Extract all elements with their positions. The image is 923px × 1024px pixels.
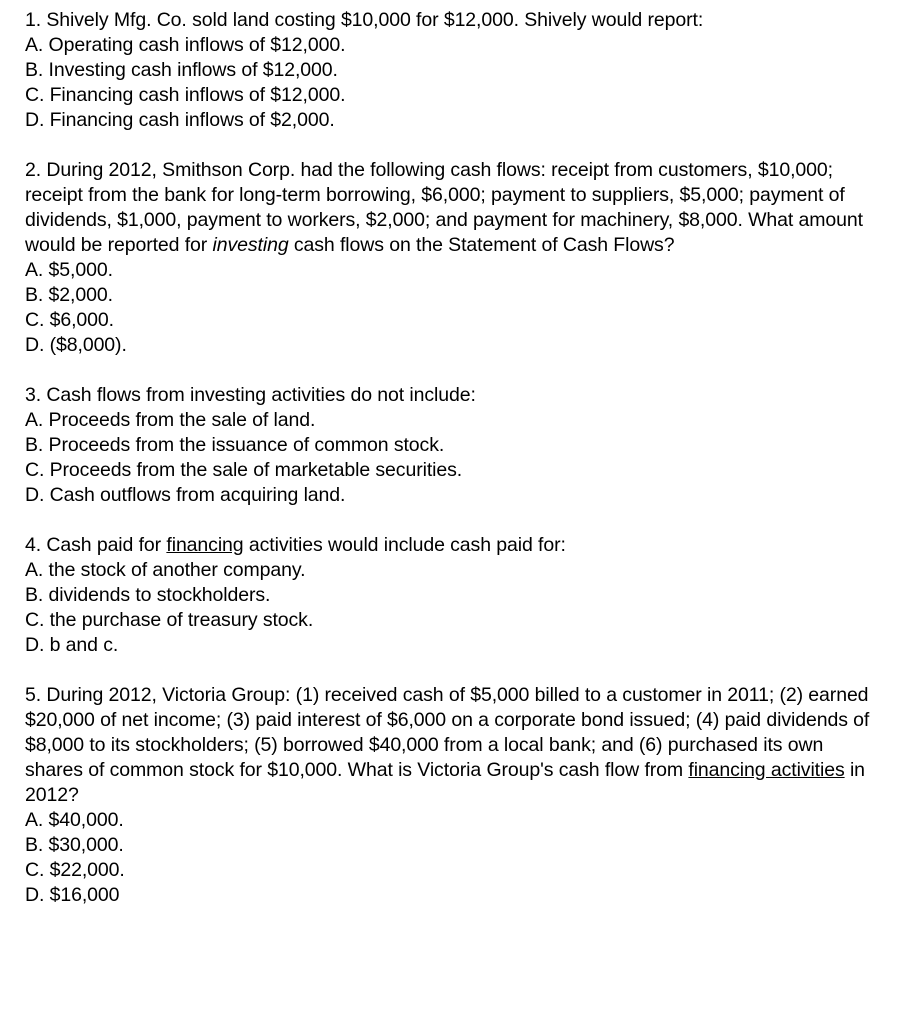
question-4-option-a: A. the stock of another company. [25, 559, 306, 581]
question-3-option-a: A. Proceeds from the sale of land. [25, 409, 316, 431]
question-2-option-c: C. $6,000. [25, 309, 114, 331]
question-4-option-b: B. dividends to stockholders. [25, 584, 271, 606]
question-1-option-d: D. Financing cash inflows of $2,000. [25, 109, 335, 131]
question-stem-5-text: 5. During 2012, Victoria Group: (1) received cash of $5,000 billed to a customer in 2011; (2) earned $20,000 of net income; (3) paid interest of $6,000 on a corporate bond issued; (4) paid dividends of $8,000 to its stockholders; (5) borrowed $40,000 from a local bank; and (6) purchased its own shares of common stock for $10,000. What is Victoria Group's cash flow from [25, 684, 870, 781]
question-stem-4 [25, 533, 875, 558]
question-1-option-a: A. Operating cash inflows of $12,000. [25, 34, 346, 56]
question-stem-2 [25, 158, 875, 258]
question-5-option-b: B. $30,000. [25, 834, 124, 856]
question-stem-2-suffix: cash flows on the Statement of Cash Flows? [288, 234, 675, 256]
question-stem-4-text: 4. Cash paid for [25, 534, 167, 556]
question-block-5 [25, 683, 895, 908]
question-2-option-b: B. $2,000. [25, 284, 113, 306]
question-1-option-b: B. Investing cash inflows of $12,000. [25, 59, 338, 81]
question-stem-3 [25, 383, 875, 408]
question-2-option-d: D. ($8,000). [25, 334, 127, 356]
question-3-option-c: C. Proceeds from the sale of marketable securities. [25, 459, 463, 481]
question-stem-1 [25, 8, 875, 33]
question-1-option-c: C. Financing cash inflows of $12,000. [25, 84, 346, 106]
question-stem-2-text: 2. During 2012, Smithson Corp. had the following cash flows: receipt from customers, $10,000; receipt from the bank for long-term borrowing, $6,000; payment to suppliers, $5,000; payment of dividends, $1,000, payment to workers, $2,000; and payment for machinery, $8,000. What amount would be reported for [25, 159, 863, 256]
question-4-option-c: C. the purchase of treasury stock. [25, 609, 314, 631]
question-3-option-d: D. Cash outflows from acquiring land. [25, 484, 346, 506]
question-block-1 [25, 8, 895, 133]
question-stem-5-suffix: in 2012? [25, 759, 865, 806]
question-4-option-d: D. b and c. [25, 634, 119, 656]
question-stem-5-emphasis: financing activities [688, 759, 845, 781]
question-stem-5 [25, 683, 875, 808]
question-stem-2-emphasis: investing [212, 234, 289, 256]
question-block-2 [25, 158, 895, 358]
question-block-4 [25, 533, 895, 658]
question-stem-3-text: 3. Cash flows from investing activities do not include: [25, 384, 476, 406]
question-block-3 [25, 383, 895, 508]
question-5-option-c: C. $22,000. [25, 859, 125, 881]
question-5-option-a: A. $40,000. [25, 809, 124, 831]
question-5-option-d: D. $16,000 [25, 884, 120, 906]
question-stem-4-suffix: activities would include cash paid for: [243, 534, 566, 556]
question-stem-4-emphasis: financing [166, 534, 244, 556]
question-stem-1-text: 1. Shively Mfg. Co. sold land costing $10,000 for $12,000. Shively would report: [25, 9, 704, 31]
question-2-option-a: A. $5,000. [25, 259, 113, 281]
question-3-option-b: B. Proceeds from the issuance of common stock. [25, 434, 445, 456]
